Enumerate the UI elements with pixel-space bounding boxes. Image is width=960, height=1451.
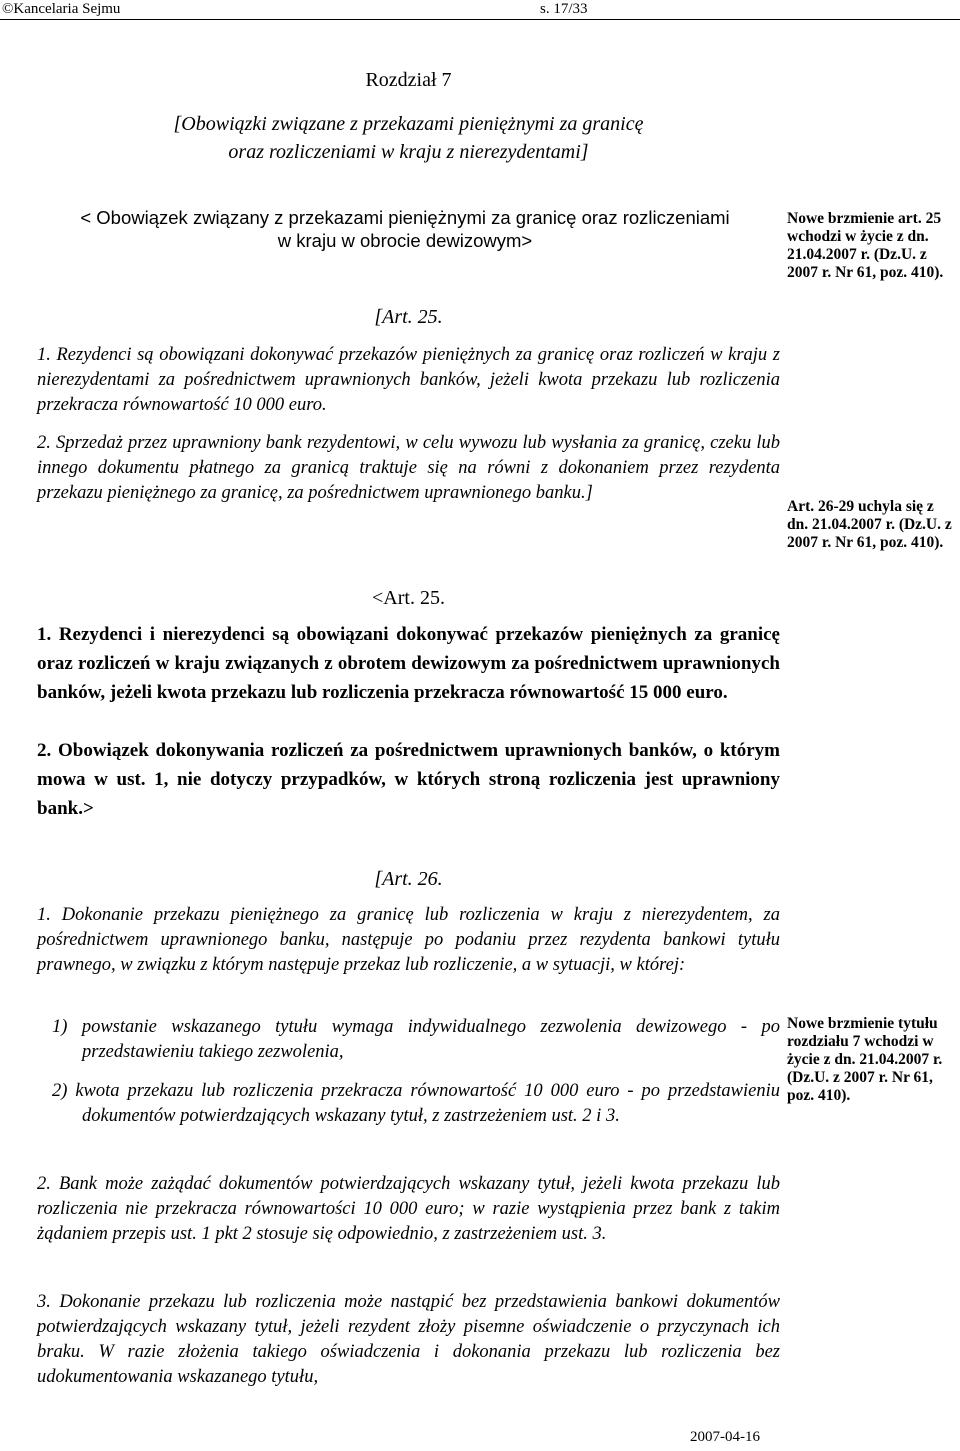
art25-old-paragraph-2: 2. Sprzedaż przez uprawniony bank rezydentowi, w celu wywozu lub wysłania za granicę, czeku lub innego dokumentu płatnego za granicą traktuje się na równi z dokonaniem przez rezydenta przekazu pieniężnego za granicę, za pośrednictwem uprawnionego banku.] [37,433,780,503]
chapter-title [37,110,780,166]
art26-paragraph-3: 3. Dokonanie przekazu lub rozliczenia może nastąpić bez przedstawienia bankowi dokumentów potwierdzających wskazany tytuł, jeżeli rezydent złoży pisemne oświadczenie o przyczynach ich braku. W razie złożenia takiego oświadczenia i dokonania przekazu lub rozliczenia bez udokumentowania wskazanego tytułu, [37,1292,780,1387]
art26-item-2 [52,1079,780,1129]
header-copyright: ©Kancelaria Sejmu [2,1,121,17]
chapter-number: Rozdział 7 [365,69,452,91]
margin-note-art26-29: Art. 26-29 uchyla się z dn. 21.04.2007 r. (Dz.U. z 2007 r. Nr 61, poz. 410). [787,498,952,551]
art26-item-1 [52,1015,780,1065]
art25-new-paragraph-2: 2. Obowiązek dokonywania rozliczeń za pośrednictwem uprawnionych banków, o którym mowa w ust. 1, nie dotyczy przypadków, w których stroną rozliczenia jest uprawniony bank.> [37,740,780,819]
footer-date: 2007-04-16 [690,1429,760,1445]
art26-item-1-text: 1) powstanie wskazanego tytułu wymaga indywidualnego zezwolenia dewizowego - po przedstawieniu takiego zezwolenia, [52,1017,780,1062]
art25-new-heading: <Art. 25. [372,587,445,609]
art26-item-2-text: 2) kwota przekazu lub rozliczenia przekracza równowartość 10 000 euro - po przedstawieniu dokumentów potwierdzających wskazany tytuł, z zastrzeżeniem ust. 2 i 3. [52,1081,780,1126]
chapter-title-line1: [Obowiązki związane z przekazami pieniężnymi za granicę [173,113,644,135]
margin-note-chapter-title: Nowe brzmienie tytułu rozdziału 7 wchodzi w życie z dn. 21.04.2007 r. (Dz.U. z 2007 r. Nr 61, poz. 410). [787,1015,943,1104]
art26-heading: [Art. 26. [374,868,443,890]
art25-new-paragraph-1: 1. Rezydenci i nierezydenci są obowiązani dokonywać przekazów pieniężnych za granicę oraz rozliczeń w kraju związanych z obrotem dewizowym za pośrednictwem uprawnionych banków, jeżeli kwota przekazu lub rozliczenia przekracza równowartość 15 000 euro. [37,624,780,703]
header-page-number: s. 17/33 [540,1,588,17]
chapter-title-line2: oraz rozliczeniami w kraju z nierezydentami] [228,141,589,163]
new-chapter-title-line1: < Obowiązek związany z przekazami pieniężnymi za granicę oraz rozliczeniami [80,207,730,228]
header-divider [0,19,960,20]
art25-old-heading: [Art. 25. [374,306,443,328]
art26-paragraph-2: 2. Bank może zażądać dokumentów potwierdzających wskazany tytuł, jeżeli kwota przekazu lub rozliczenia nie przekracza równowartości 10 000 euro; w razie wystąpienia przez bank z takim żądaniem przepis ust. 1 pkt 2 stosuje się odpowiednio, z zastrzeżeniem ust. 3. [37,1174,780,1244]
new-chapter-title-line2: w kraju w obrocie dewizowym> [277,230,533,251]
margin-note-art25: Nowe brzmienie art. 25 wchodzi w życie z dn. 21.04.2007 r. (Dz.U. z 2007 r. Nr 61, poz. 410). [787,210,944,281]
art26-paragraph-1: 1. Dokonanie przekazu pieniężnego za granicę lub rozliczenia w kraju z nierezydentem, za pośrednictwem uprawnionego banku, następuje po podaniu przez rezydenta bankowi tytułu prawnego, w związku z którym następuje przekaz lub rozliczenie, a w sytuacji, w której: [37,905,780,975]
art25-old-paragraph-1: 1. Rezydenci są obowiązani dokonywać przekazów pieniężnych za granicę oraz rozliczeń w kraju z nierezydentami za pośrednictwem uprawnionych banków, jeżeli kwota przekazu lub rozliczenia przekracza równowartość 10 000 euro. [37,345,780,415]
new-chapter-title [30,206,780,252]
